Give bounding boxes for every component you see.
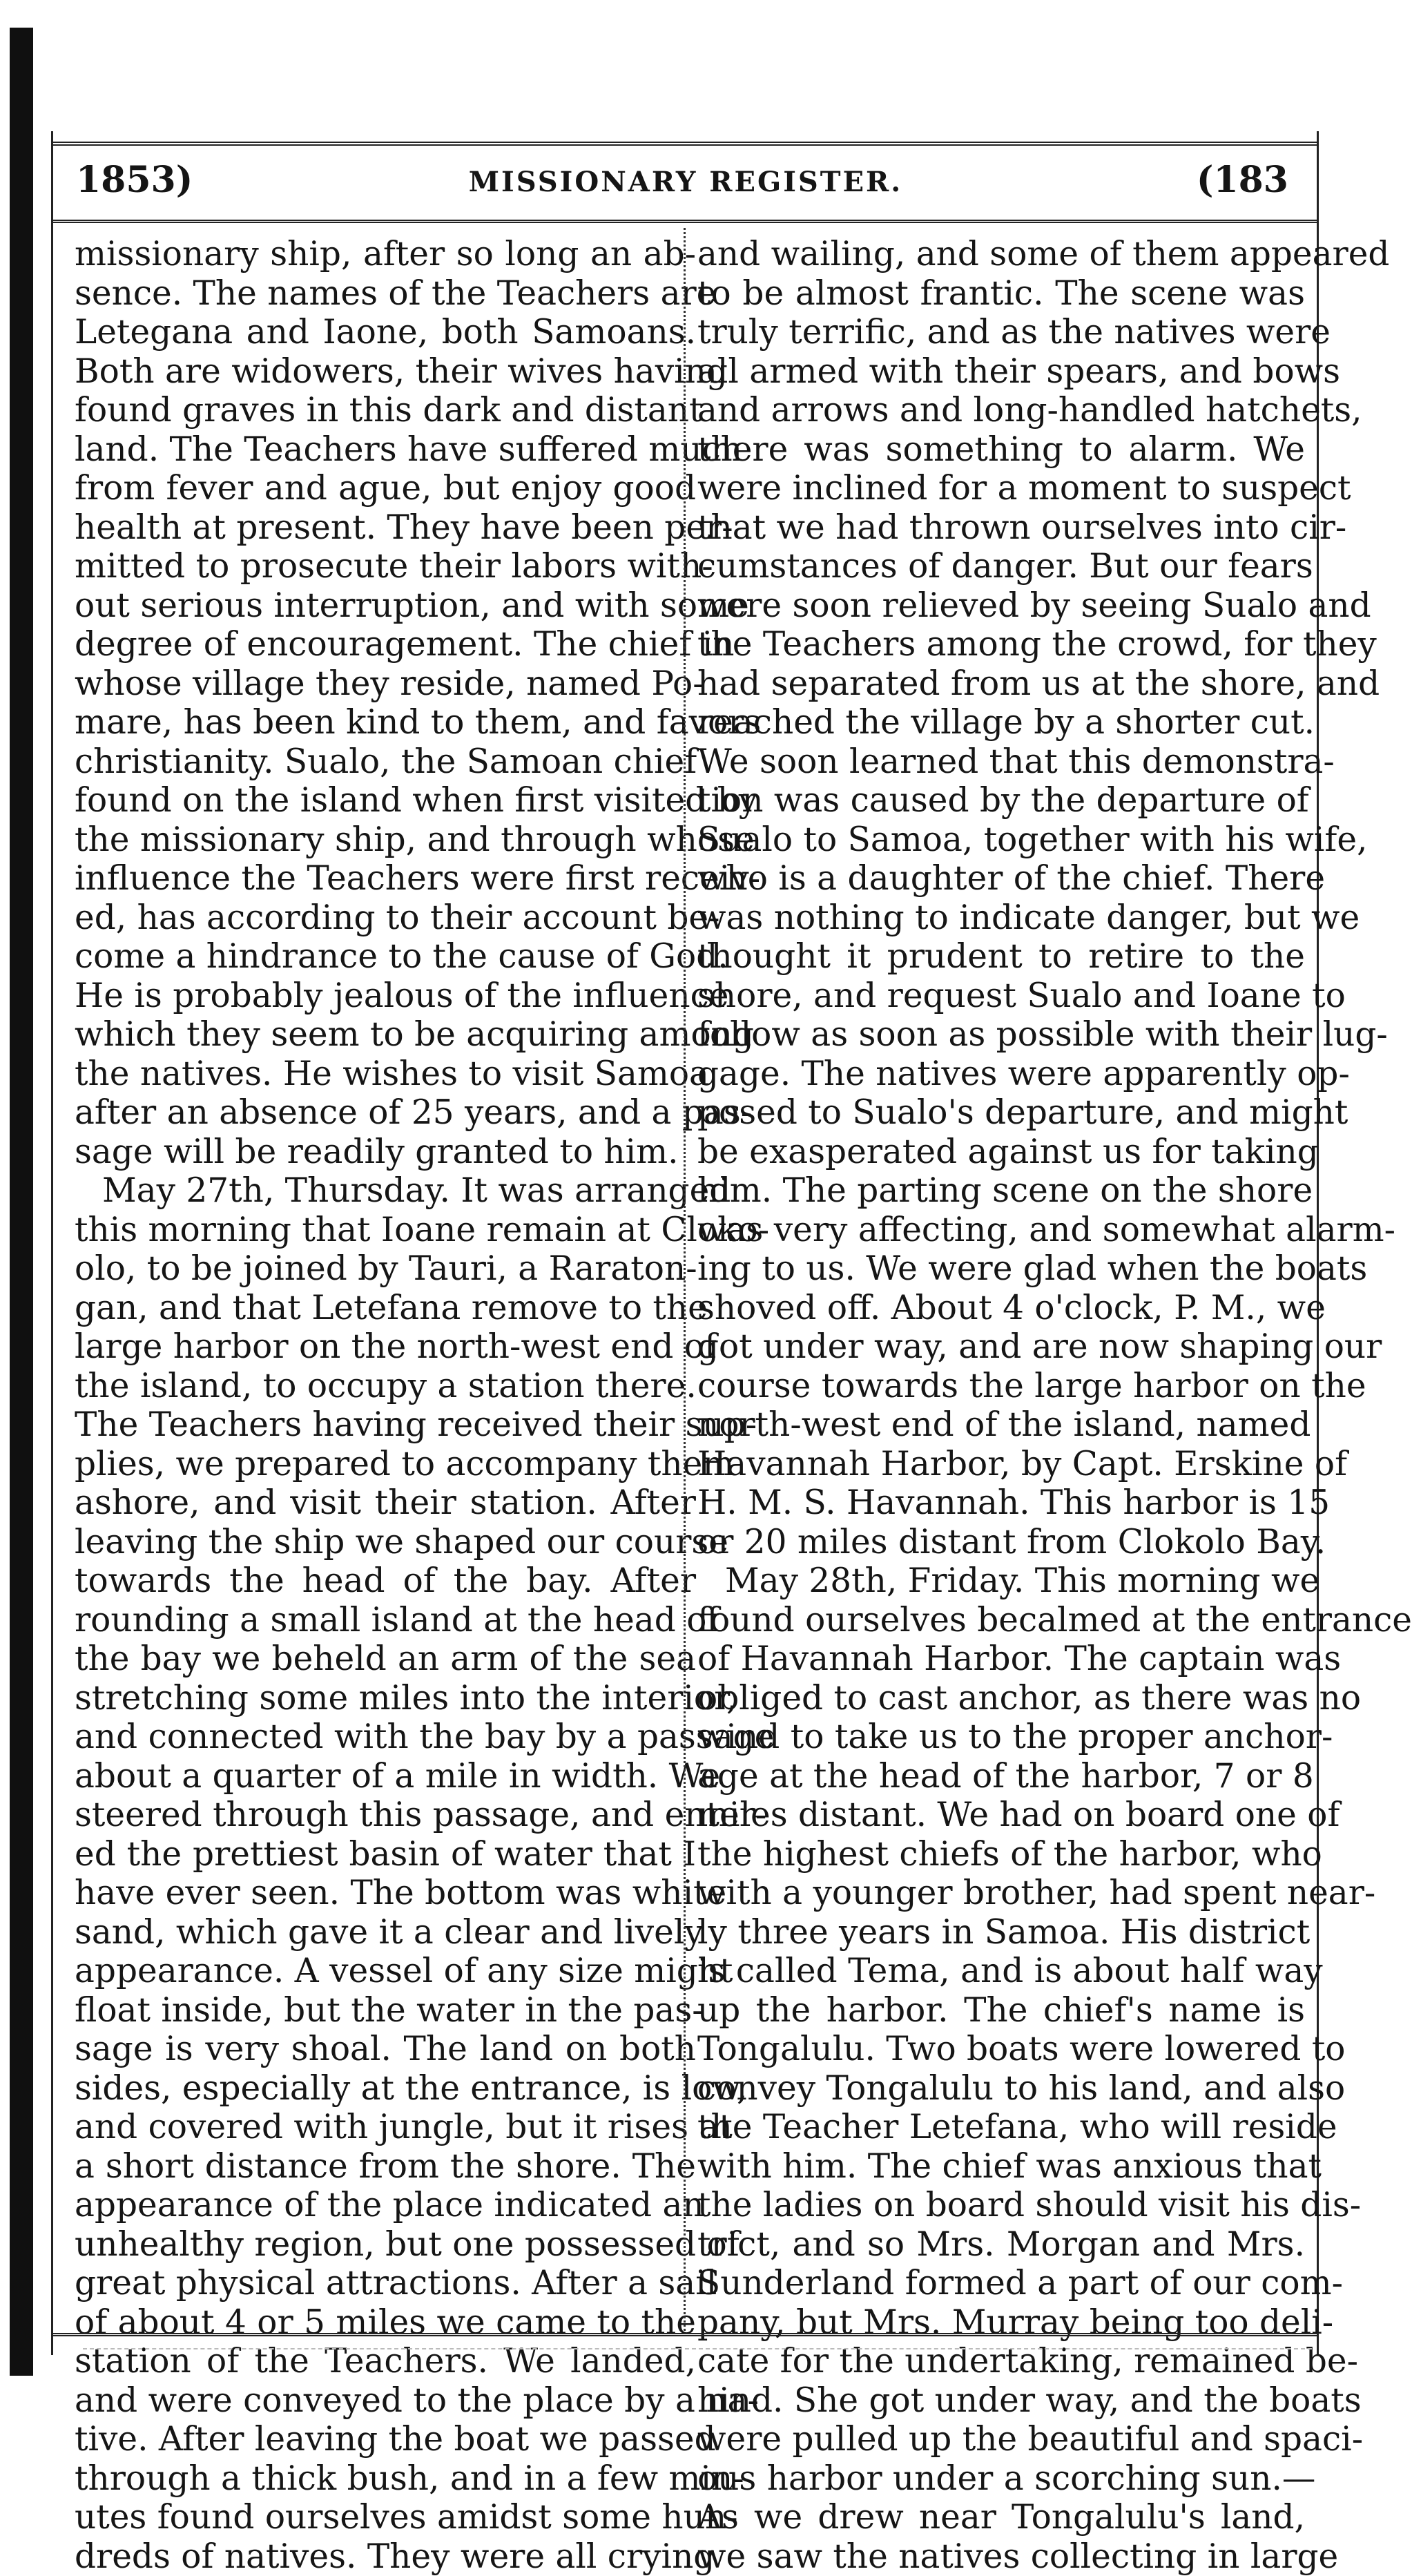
text-line: plies, we prepared to accompany them bbox=[75, 1445, 696, 1484]
text-line: Sunderland formed a part of our com- bbox=[697, 2264, 1305, 2303]
text-line: were pulled up the beautiful and spaci- bbox=[697, 2420, 1305, 2459]
text-line: gage. The natives were apparently op- bbox=[697, 1055, 1305, 1094]
text-line: and connected with the bay by a passage bbox=[75, 1718, 696, 1757]
text-line: appearance of the place indicated an bbox=[75, 2186, 696, 2225]
text-line: or 20 miles distant from Clokolo Bay. bbox=[697, 1523, 1305, 1562]
text-line: with a younger brother, had spent near- bbox=[697, 1874, 1305, 1913]
text-line: hind. She got under way, and the boats bbox=[697, 2381, 1305, 2421]
text-line: him. The parting scene on the shore bbox=[697, 1171, 1305, 1211]
text-line: found ourselves becalmed at the entrance bbox=[697, 1601, 1305, 1640]
text-line: pany, but Mrs. Murray being too deli- bbox=[697, 2303, 1305, 2343]
text-line: be exasperated against us for taking bbox=[697, 1133, 1305, 1172]
top-rule bbox=[51, 142, 1319, 146]
text-line: the Teacher Letefana, who will reside bbox=[697, 2108, 1305, 2147]
header-page-number: (183 bbox=[1197, 159, 1288, 201]
text-line: to be almost frantic. The scene was bbox=[697, 274, 1305, 314]
text-line: May 28th, Friday. This morning we bbox=[697, 1561, 1305, 1601]
text-line: large harbor on the north-west end of bbox=[75, 1327, 696, 1367]
text-line: with him. The chief was anxious that bbox=[697, 2147, 1305, 2186]
text-line: convey Tongalulu to his land, and also bbox=[697, 2069, 1305, 2108]
text-line: great physical attractions. After a sail bbox=[75, 2264, 696, 2303]
text-line: ed, has according to their account be- bbox=[75, 898, 696, 938]
text-line: of about 4 or 5 miles we came to the bbox=[75, 2303, 696, 2343]
text-line: the ladies on board should visit his dis- bbox=[697, 2186, 1305, 2225]
text-line: the bay we beheld an arm of the sea bbox=[75, 1640, 696, 1679]
text-line: ashore, and visit their station. After bbox=[75, 1483, 696, 1523]
text-line: cumstances of danger. But our fears bbox=[697, 547, 1305, 586]
text-line: the island, to occupy a station there. bbox=[75, 1367, 696, 1406]
text-line: stretching some miles into the interior, bbox=[75, 1679, 696, 1718]
text-line: of Havannah Harbor. The captain was bbox=[697, 1640, 1305, 1679]
header-rule bbox=[51, 220, 1319, 223]
text-line: influence the Teachers were first receiv- bbox=[75, 859, 696, 898]
text-line: ed the prettiest basin of water that I bbox=[75, 1835, 696, 1874]
text-line: got under way, and are now shaping our bbox=[697, 1327, 1305, 1367]
text-line: and covered with jungle, but it rises at bbox=[75, 2108, 696, 2147]
text-line: sence. The names of the Teachers are bbox=[75, 274, 696, 314]
text-line: He is probably jealous of the influence bbox=[75, 977, 696, 1016]
text-line: the Teachers among the crowd, for they bbox=[697, 625, 1305, 664]
text-line: follow as soon as possible with their lug- bbox=[697, 1015, 1305, 1055]
text-line: have ever seen. The bottom was white bbox=[75, 1874, 696, 1913]
text-line: from fever and ague, but enjoy good bbox=[75, 469, 696, 508]
text-line: that we had thrown ourselves into cir- bbox=[697, 508, 1305, 548]
text-line: about a quarter of a mile in width. We bbox=[75, 1757, 696, 1796]
text-line: sage is very shoal. The land on both bbox=[75, 2030, 696, 2069]
text-line: sides, especially at the entrance, is low, bbox=[75, 2069, 696, 2108]
text-line: thought it prudent to retire to the bbox=[697, 937, 1305, 977]
text-line: after an absence of 25 years, and a pas- bbox=[75, 1093, 696, 1133]
text-line: shoved off. About 4 o'clock, P. M., we bbox=[697, 1289, 1305, 1328]
text-line: station of the Teachers. We landed, bbox=[75, 2342, 696, 2381]
text-line: reached the village by a shorter cut. bbox=[697, 703, 1305, 742]
text-line: cate for the undertaking, remained be- bbox=[697, 2342, 1305, 2381]
text-line: float inside, but the water in the pas- bbox=[75, 1991, 696, 2030]
text-line: which they seem to be acquiring among bbox=[75, 1015, 696, 1055]
text-line: had separated from us at the shore, and bbox=[697, 664, 1305, 704]
text-line: olo, to be joined by Tauri, a Raraton- bbox=[75, 1249, 696, 1289]
bottom-rule bbox=[51, 2333, 1319, 2336]
text-line: and arrows and long-handled hatchets, bbox=[697, 391, 1305, 430]
text-line: May 27th, Thursday. It was arranged bbox=[75, 1171, 696, 1211]
text-line: H. M. S. Havannah. This harbor is 15 bbox=[697, 1483, 1305, 1523]
running-header bbox=[62, 153, 1309, 215]
text-line: course towards the large harbor on the bbox=[697, 1367, 1305, 1406]
right-column bbox=[697, 235, 1305, 2327]
text-line: degree of encouragement. The chief in bbox=[75, 625, 696, 664]
text-line: truly terrific, and as the natives were bbox=[697, 313, 1305, 352]
text-line: utes found ourselves amidst some hun- bbox=[75, 2498, 696, 2537]
text-line: age at the head of the harbor, 7 or 8 bbox=[697, 1757, 1305, 1796]
text-line: shore, and request Sualo and Ioane to bbox=[697, 977, 1305, 1016]
text-line: up the harbor. The chief's name is bbox=[697, 1991, 1305, 2030]
text-line: The Teachers having received their sup- bbox=[75, 1405, 696, 1445]
header-title: MISSIONARY REGISTER. bbox=[62, 166, 1309, 198]
text-line: Letegana and Iaone, both Samoans. bbox=[75, 313, 696, 352]
text-line: ous harbor under a scorching sun.— bbox=[697, 2459, 1305, 2499]
header-year: 1853) bbox=[76, 159, 193, 201]
text-line: were soon relieved by seeing Sualo and bbox=[697, 586, 1305, 626]
text-line: mare, has been kind to them, and favors bbox=[75, 703, 696, 742]
text-line: come a hindrance to the cause of God. bbox=[75, 937, 696, 977]
text-line: trict, and so Mrs. Morgan and Mrs. bbox=[697, 2225, 1305, 2265]
text-line: through a thick bush, and in a few min- bbox=[75, 2459, 696, 2499]
text-line: ly three years in Samoa. His district bbox=[697, 1913, 1305, 1952]
text-line: sand, which gave it a clear and lively bbox=[75, 1913, 696, 1952]
footer-ornament bbox=[83, 2348, 1312, 2363]
text-line: tive. After leaving the boat we passed bbox=[75, 2420, 696, 2459]
text-line: christianity. Sualo, the Samoan chief bbox=[75, 742, 696, 782]
text-line: wind to take us to the proper anchor- bbox=[697, 1718, 1305, 1757]
column-divider bbox=[684, 228, 686, 2331]
text-line: this morning that Ioane remain at Cloko- bbox=[75, 1211, 696, 1250]
text-line: found graves in this dark and distant bbox=[75, 391, 696, 430]
text-line: We soon learned that this demonstra- bbox=[697, 742, 1305, 782]
text-line: obliged to cast anchor, as there was no bbox=[697, 1679, 1305, 1718]
text-line: unhealthy region, but one possessed of bbox=[75, 2225, 696, 2265]
text-line: leaving the ship we shaped our course bbox=[75, 1523, 696, 1562]
text-line: mitted to prosecute their labors with- bbox=[75, 547, 696, 586]
text-line: gan, and that Letefana remove to the bbox=[75, 1289, 696, 1328]
text-line: there was something to alarm. We bbox=[697, 430, 1305, 470]
binding-edge bbox=[10, 28, 33, 2376]
text-line: As we drew near Tongalulu's land, bbox=[697, 2498, 1305, 2537]
text-line: whose village they reside, named Po- bbox=[75, 664, 696, 704]
text-line: was nothing to indicate danger, but we bbox=[697, 898, 1305, 938]
text-line: a short distance from the shore. The bbox=[75, 2147, 696, 2186]
text-line: the missionary ship, and through whose bbox=[75, 820, 696, 860]
text-line: who is a daughter of the chief. There bbox=[697, 859, 1305, 898]
text-line: out serious interruption, and with some bbox=[75, 586, 696, 626]
text-line: ing to us. We were glad when the boats bbox=[697, 1249, 1305, 1289]
text-line: found on the island when first visited by bbox=[75, 781, 696, 820]
text-line: Tongalulu. Two boats were lowered to bbox=[697, 2030, 1305, 2069]
text-line: the highest chiefs of the harbor, who bbox=[697, 1835, 1305, 1874]
text-line: were inclined for a moment to suspect bbox=[697, 469, 1305, 508]
text-line: appearance. A vessel of any size might bbox=[75, 1952, 696, 1991]
text-line: health at present. They have been per- bbox=[75, 508, 696, 548]
text-line: steered through this passage, and enter- bbox=[75, 1796, 696, 1835]
text-line: and were conveyed to the place by a na- bbox=[75, 2381, 696, 2421]
text-line: north-west end of the island, named bbox=[697, 1405, 1305, 1445]
text-line: Sualo to Samoa, together with his wife, bbox=[697, 820, 1305, 860]
text-line: we saw the natives collecting in large bbox=[697, 2537, 1305, 2576]
text-line: the natives. He wishes to visit Samoa bbox=[75, 1055, 696, 1094]
text-line: dreds of natives. They were all crying bbox=[75, 2537, 696, 2576]
text-line: miles distant. We had on board one of bbox=[697, 1796, 1305, 1835]
text-line: and wailing, and some of them appeared bbox=[697, 235, 1305, 274]
text-line: missionary ship, after so long an ab- bbox=[75, 235, 696, 274]
text-line: posed to Sualo's departure, and might bbox=[697, 1093, 1305, 1133]
text-line: is called Tema, and is about half way bbox=[697, 1952, 1305, 1991]
text-line: was very affecting, and somewhat alarm- bbox=[697, 1211, 1305, 1250]
text-line: Havannah Harbor, by Capt. Erskine of bbox=[697, 1445, 1305, 1484]
text-line: Both are widowers, their wives having bbox=[75, 352, 696, 392]
text-line: sage will be readily granted to him. bbox=[75, 1133, 696, 1172]
text-line: all armed with their spears, and bows bbox=[697, 352, 1305, 392]
text-line: tion was caused by the departure of bbox=[697, 781, 1305, 820]
text-line: land. The Teachers have suffered much bbox=[75, 430, 696, 470]
text-line: towards the head of the bay. After bbox=[75, 1561, 696, 1601]
text-line: rounding a small island at the head of bbox=[75, 1601, 696, 1640]
left-column bbox=[75, 235, 696, 2327]
